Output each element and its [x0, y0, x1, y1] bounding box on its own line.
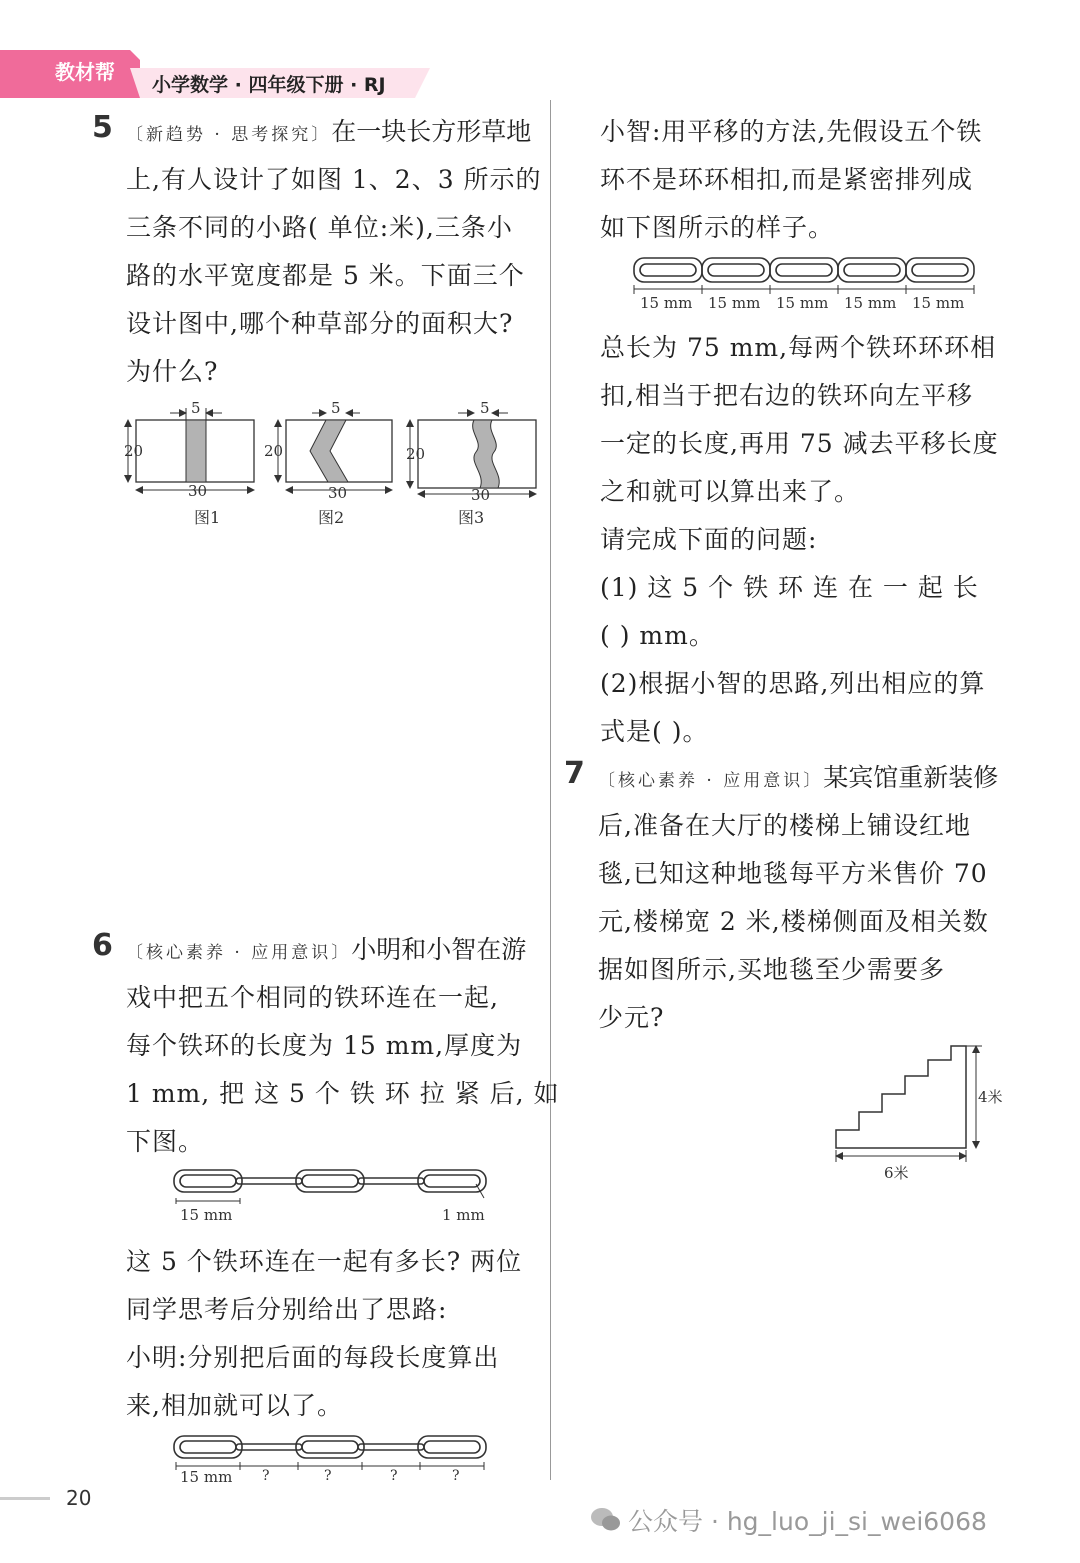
- page-number: 20: [66, 1486, 92, 1510]
- chain3-label-5: 15 mm: [912, 294, 965, 312]
- q6-line-8: 小明:分别把后面的每段长度算出: [126, 1343, 500, 1372]
- staircase-figure: [826, 1040, 1026, 1190]
- chain3-label-2: 15 mm: [708, 294, 761, 312]
- question-5-number: 5: [92, 110, 113, 145]
- right-line-2: 环不是环环相扣,而是紧密排列成: [600, 165, 973, 194]
- question-7-number: 7: [564, 756, 585, 791]
- q5-line-6: 为什么?: [126, 357, 219, 386]
- q5-line-4: 路的水平宽度都是 5 米。下面三个: [126, 261, 525, 290]
- q6-line-6: 这 5 个铁环连在一起有多长? 两位: [126, 1247, 523, 1276]
- stair-width-label: 6米: [884, 1164, 909, 1182]
- right-line-5: 扣,相当于把右边的铁环向左平移: [600, 381, 973, 410]
- chain-diagram-2: [170, 1432, 500, 1488]
- q6-line-3: 每个铁环的长度为 15 mm,厚度为: [126, 1031, 523, 1060]
- q7-line-5: 据如图所示,买地毯至少需要多: [598, 955, 945, 984]
- chain2-label-2: ?: [262, 1468, 270, 1484]
- fig3-width-label: 5: [480, 399, 490, 417]
- chain2-label-4: ?: [390, 1468, 398, 1484]
- fig3-caption: 图3: [458, 508, 485, 527]
- q6-line-9: 来,相加就可以了。: [126, 1391, 343, 1420]
- chain3-label-1: 15 mm: [640, 294, 693, 312]
- q7-tag: 〔核心素养 · 应用意识〕: [598, 771, 824, 791]
- figure-3: [410, 413, 536, 494]
- q7-line-4: 元,楼梯宽 2 米,楼梯侧面及相关数: [598, 907, 989, 936]
- right-line-4: 总长为 75 mm,每两个铁环环环相: [600, 333, 997, 362]
- chain1-length-label: 15 mm: [180, 1206, 233, 1224]
- q5-line-1: [126, 112, 531, 148]
- q6-line-2: 戏中把五个相同的铁环连在一起,: [126, 983, 499, 1012]
- subquestion-2-answer-blank: 式是( )。: [600, 717, 709, 746]
- page-number-rule: [0, 1497, 50, 1500]
- fig2-height-label: 20: [264, 442, 284, 460]
- q7-line-3: 毯,已知这种地毯每平方米售价 70: [598, 859, 988, 888]
- subquestion-2-line-1: (2)根据小智的思路,列出相应的算: [600, 669, 986, 698]
- right-line-6: 一定的长度,再用 75 减去平移长度: [600, 429, 999, 458]
- q6-line-1: [126, 930, 526, 966]
- wechat-icon: [590, 1505, 622, 1535]
- stair-height-label: 4米: [978, 1088, 1003, 1106]
- q5-line-2: 上,有人设计了如图 1、2、3 所示的: [126, 165, 542, 194]
- subquestion-1-line-1: (1) 这 5 个 铁 环 连 在 一 起 长: [600, 573, 979, 602]
- q7-line-2: 后,准备在大厅的楼梯上铺设红地: [598, 811, 971, 840]
- subquestion-1-answer-blank: ( ) mm。: [600, 621, 715, 650]
- right-line-1: 小智:用平移的方法,先假设五个铁: [600, 117, 983, 146]
- q7-line-1: [598, 758, 998, 794]
- fig1-caption: 图1: [194, 508, 221, 527]
- fig2-length-label: 30: [328, 484, 348, 502]
- q5-line-3: 三条不同的小路( 单位:米),三条小: [126, 213, 513, 242]
- right-line-7: 之和就可以算出来了。: [600, 477, 861, 506]
- fig3-height-label: 20: [406, 445, 426, 463]
- chain2-label-3: ?: [324, 1468, 332, 1484]
- q6-tag: 〔核心素养 · 应用意识〕: [126, 943, 352, 963]
- q5-figures: [118, 398, 548, 533]
- right-line-3: 如下图所示的样子。: [600, 213, 835, 242]
- chain3-label-4: 15 mm: [844, 294, 897, 312]
- q6-line-5: 下图。: [126, 1127, 205, 1156]
- fig2-caption: 图2: [318, 508, 345, 527]
- figure-1: [128, 408, 254, 490]
- header-bar: [0, 50, 440, 98]
- fig1-length-label: 30: [188, 482, 208, 500]
- watermark-text: 公众号 · hg_luo_ji_si_wei6068: [628, 1507, 987, 1536]
- fig3-length-label: 30: [471, 486, 491, 504]
- q7-text-1: 某宾馆重新装修: [823, 763, 999, 792]
- chain-diagram-3: [630, 254, 980, 316]
- q6-line-7: 同学思考后分别给出了思路:: [126, 1295, 448, 1324]
- chain2-label-1: 15 mm: [180, 1468, 233, 1486]
- fig1-width-label: 5: [191, 399, 201, 417]
- chain2-label-5: ?: [452, 1468, 460, 1484]
- chain-diagram-1: [170, 1166, 500, 1226]
- fig1-height-label: 20: [124, 442, 144, 460]
- right-line-8: 请完成下面的问题:: [600, 525, 818, 554]
- question-6-number: 6: [92, 928, 113, 963]
- q6-text-1: 小明和小智在游: [351, 935, 527, 964]
- q7-line-6: 少元?: [598, 1003, 665, 1032]
- header-brand: 教材帮: [55, 60, 115, 84]
- column-divider: [550, 100, 551, 1480]
- watermark: [590, 1500, 987, 1540]
- q5-text-1: 在一块长方形草地: [331, 117, 532, 146]
- header-title: 小学数学 · 四年级下册 · RJ: [152, 74, 386, 96]
- q5-line-5: 设计图中,哪个种草部分的面积大?: [126, 309, 514, 338]
- figure-2: [278, 413, 392, 490]
- chain3-label-3: 15 mm: [776, 294, 829, 312]
- fig2-width-label: 5: [331, 399, 341, 417]
- chain1-thickness-label: 1 mm: [442, 1206, 485, 1224]
- q5-tag: 〔新趋势 · 思考探究〕: [126, 125, 332, 145]
- q6-line-4: 1 mm, 把 这 5 个 铁 环 拉 紧 后, 如: [126, 1079, 560, 1108]
